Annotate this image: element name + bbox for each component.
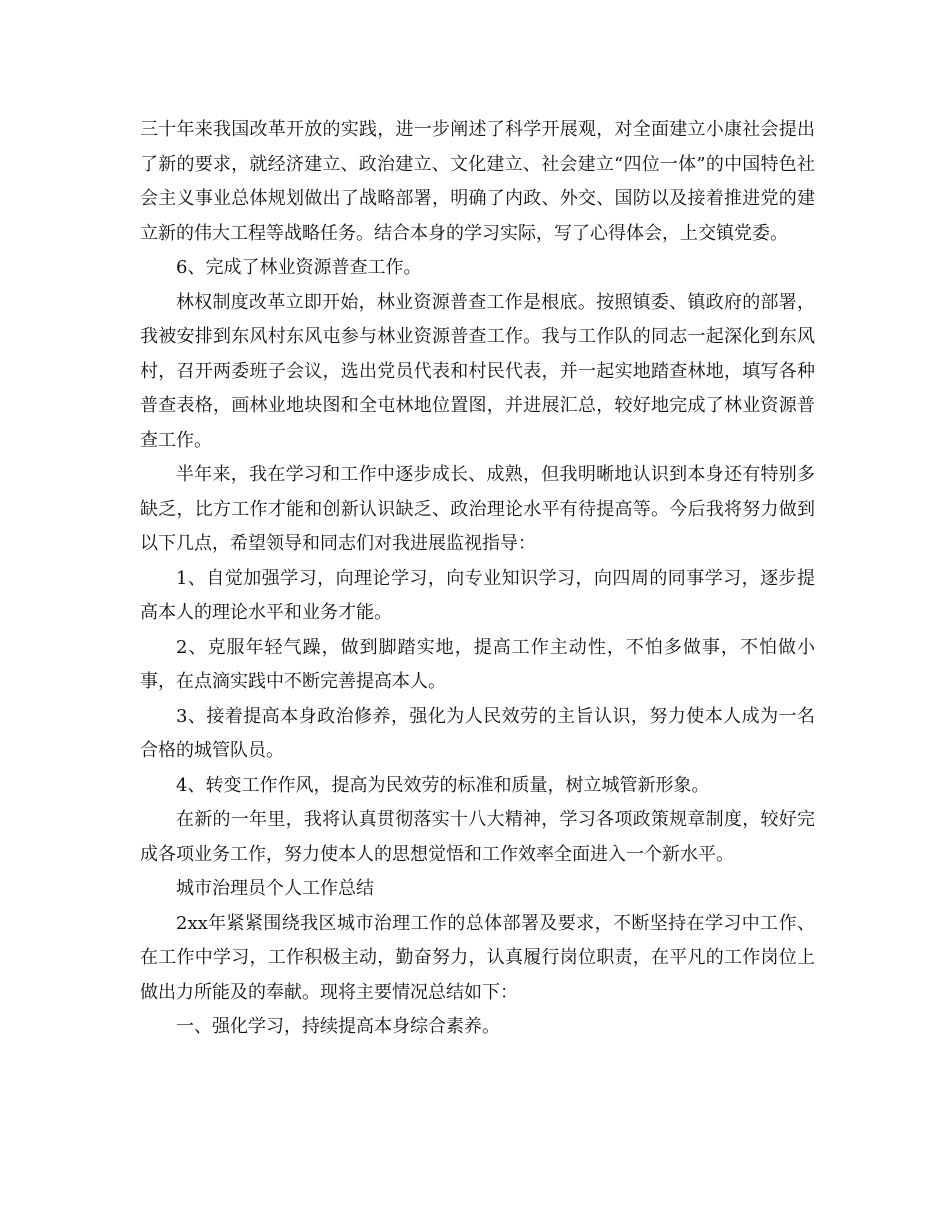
document-body	[140, 113, 815, 1045]
list-item-3: 3、接着提高本身政治修养，强化为人民效劳的主旨认识，努力使本人成为一名合格的城管队员。	[140, 705, 815, 761]
paragraph-continuation: 三十年来我国改革开放的实践，进一步阐述了科学开展观，对全面建立小康社会提出了新的要求，就经济建立、政治建立、文化建立、社会建立“四位一体”的中国特色社会主义事业总体规划做出了战略部署，明确了内政、外交、国防以及接着推进党的建立新的伟大工程等战略任务。结合本身的学习实际，写了心得体会，上交镇党委。	[140, 119, 815, 244]
list-item-4: 4、转变工作作风，提高为民效劳的标准和质量，树立城管新形象。	[176, 774, 710, 796]
paragraph-new-year: 在新的一年里，我将认真贯彻落实十八大精神，学习各项政策规章制度，较好完成各项业务工作，努力使本人的思想觉悟和工作效率全面进入一个新水平。	[140, 809, 815, 865]
list-item-1: 1、自觉加强学习，向理论学习，向专业知识学习，向四周的同事学习，逐步提高本人的理论水平和业务才能。	[140, 567, 815, 623]
list-item-2: 2、克服年轻气躁，做到脚踏实地，提高工作主动性，不怕多做事，不怕做小事，在点滴实践中不断完善提高本人。	[140, 636, 815, 692]
paragraph-summary-intro: 2xx年紧紧围绕我区城市治理工作的总体部署及要求，不断坚持在学习中工作、在工作中学习，工作积极主动，勤奋努力，认真履行岗位职责，在平凡的工作岗位上做出力所能及的奉献。现将主要情况总结如下：	[140, 912, 815, 1003]
section-title: 城市治理员个人工作总结	[176, 878, 374, 899]
item-heading-6: 6、完成了林业资源普查工作。	[176, 257, 422, 278]
paragraph-half-year-review: 半年来，我在学习和工作中逐步成长、成熟，但我明晰地认识到本身还有特别多缺乏，比方工作才能和创新认识缺乏、政治理论水平有待提高等。今后我将努力做到以下几点，希望领导和同志们对我进展监视指导：	[140, 464, 815, 554]
section-heading-1: 一、强化学习，持续提高本身综合素养。	[176, 1016, 500, 1037]
paragraph-forestry-survey: 林权制度改革立即开始，林业资源普查工作是根底。按照镇委、镇政府的部署，我被安排到东风村东风屯参与林业资源普查工作。我与工作队的同志一起深化到东风村，召开两委班子会议，选出党员代表和村民代表，并一起实地踏查林地，填写各种普查表格，画林业地块图和全屯林地位置图，并进展汇总，较好地完成了林业资源普查工作。	[140, 291, 815, 451]
